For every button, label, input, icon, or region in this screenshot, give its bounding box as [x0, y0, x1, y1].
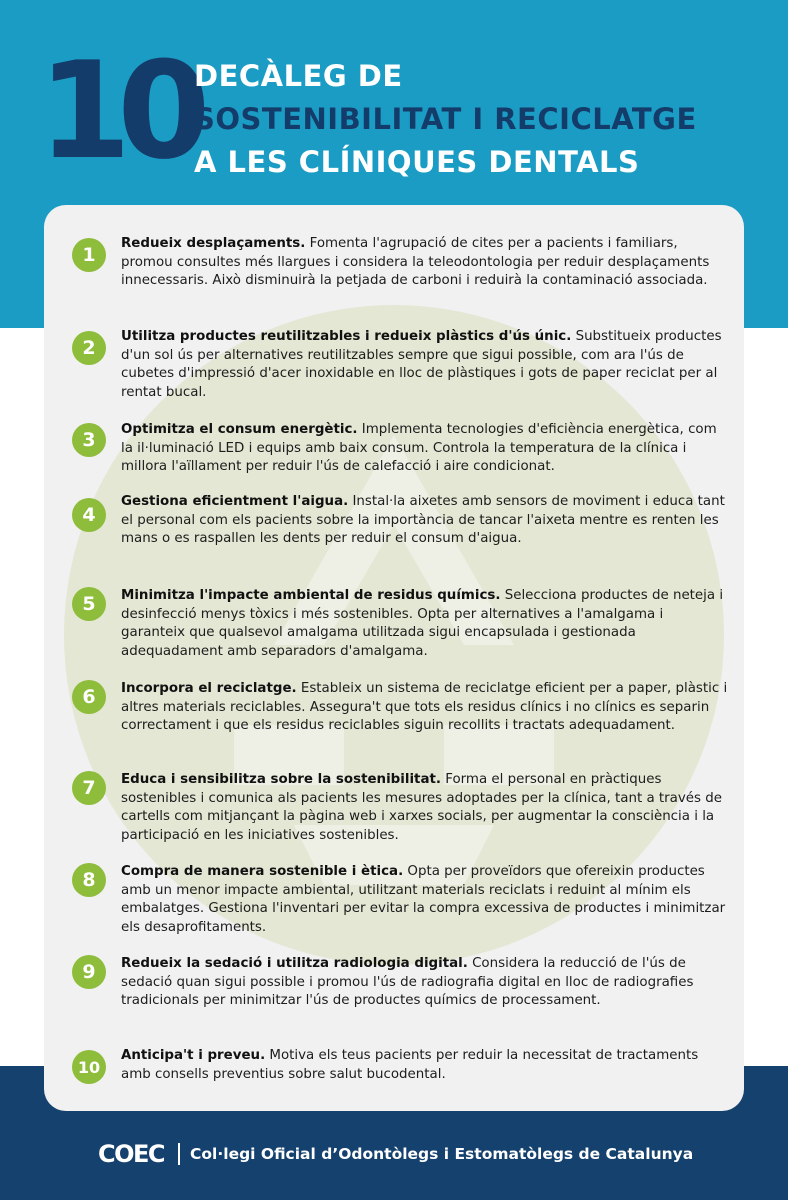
item-number-badge: 3	[72, 423, 106, 457]
item-title: Anticipa't i preveu.	[121, 1048, 266, 1063]
item-title: Utilitza productes reutilitzables i redueix plàstics d'ús únic.	[121, 329, 572, 344]
item-body: Instal·la aixetes amb sensors de moviment i educa tant el personal com els pacients sobre la importància de tancar l'aixeta mentre es renten les mans o es raspallen les dents per reduir el consum d'aigua.	[121, 494, 725, 547]
item-number-badge: 4	[72, 498, 106, 532]
item-text	[121, 328, 729, 402]
item-text	[121, 955, 729, 1011]
item-number-badge: 8	[72, 863, 106, 897]
item-body: Fomenta l'agrupació de cites per a pacients i familiars, promou consultes més llargues i considera la teleodontologia per reduir desplaçaments innecessaris. Això disminuirà la petjada de carboni i reduirà la contaminació associada.	[121, 236, 710, 289]
item-body: Motiva els teus pacients per reduir la necessitat de tractaments amb consells preventius sobre salut bucodental.	[121, 1048, 699, 1082]
item-text	[121, 680, 729, 736]
big-number-ten: 10	[38, 33, 197, 189]
item-body: Estableix un sistema de reciclatge eficient per a paper, plàstic i altres materials reciclables. Assegura't que tots els residus clínics i no clínics es separin correctament i que els residus reciclables siguin recollits i tractats adequadament.	[121, 681, 728, 734]
item-number-badge: 7	[72, 771, 106, 805]
item-text	[121, 493, 729, 549]
item-body: Selecciona productes de neteja i desinfecció menys tòxics i més sostenibles. Opta per alternatives a l'amalgama i garanteix que qualsevol amalgama utilitzada sigui encapsulada i gestionada adequadament amb separadors d'amalgama.	[121, 588, 724, 659]
item-body: Forma el personal en pràctiques sostenibles i comunica als pacients les mesures adoptades per la clínica, tant a través de cartells com mitjançant la pàgina web i xarxes socials, per augmentar la consciència i la participació en les iniciatives sostenibles.	[121, 772, 723, 843]
item-text	[121, 1047, 729, 1084]
item-title: Minimitza l'impacte ambiental de residus químics.	[121, 588, 501, 603]
item-text	[121, 235, 729, 291]
item-number-badge: 2	[72, 331, 106, 365]
item-number-badge: 6	[72, 680, 106, 714]
footer-divider	[178, 1143, 180, 1165]
footer-organization-name: Col·legi Oficial d’Odontòlegs i Estomatòlegs de Catalunya	[190, 1145, 694, 1163]
item-title: Compra de manera sostenible i ètica.	[121, 864, 404, 879]
footer	[98, 1140, 693, 1168]
item-title: Redueix desplaçaments.	[121, 236, 306, 251]
item-title: Incorpora el reciclatge.	[121, 681, 297, 696]
item-text	[121, 863, 729, 937]
item-body: Considera la reducció de l'ús de sedació quan sigui possible i promou l'ús de radiografia digital en lloc de radiografies tradicionals per minimitzar l'ús de productes químics de processament.	[121, 956, 694, 1009]
coec-logo: COEC	[98, 1140, 165, 1168]
title-line-3: A LES CLÍNIQUES DENTALS	[194, 145, 640, 179]
item-body: Implementa tecnologies d'eficiència energètica, com la il·luminació LED i equips amb baix consum. Controla la temperatura de la clínica i millora l'aïllament per reduir l'ús de calefacció i aire condicionat.	[121, 422, 717, 475]
item-body: Substitueix productes d'un sol ús per alternatives reutilitzables sempre que sigui possible, com ara l'ús de cubetes d'impressió d'acer inoxidable en lloc de plàstiques i gots de paper reciclat per al rentat bucal.	[121, 329, 722, 400]
item-number-badge: 10	[72, 1050, 106, 1084]
item-text	[121, 421, 729, 477]
item-title: Optimitza el consum energètic.	[121, 422, 358, 437]
page-title	[194, 55, 697, 184]
item-title: Gestiona eficientment l'aigua.	[121, 494, 349, 509]
title-line-1: DECÀLEG DE	[194, 59, 403, 93]
item-text	[121, 771, 729, 845]
item-body: Opta per proveïdors que ofereixin productes amb un menor impacte ambiental, utilitzant materials reciclats i reduint al mínim els embalatges. Gestiona l'inventari per evitar la compra excessiva de productes i minimitzar els desaprofitaments.	[121, 864, 726, 935]
title-line-2: SOSTENIBILITAT I RECICLATGE	[194, 102, 697, 136]
item-number-badge: 1	[72, 238, 106, 272]
item-title: Educa i sensibilitza sobre la sostenibilitat.	[121, 772, 441, 787]
decalogue-card	[44, 205, 744, 1111]
item-title: Redueix la sedació i utilitza radiologia digital.	[121, 956, 468, 971]
item-number-badge: 5	[72, 587, 106, 621]
item-number-badge: 9	[72, 955, 106, 989]
item-text	[121, 587, 729, 661]
